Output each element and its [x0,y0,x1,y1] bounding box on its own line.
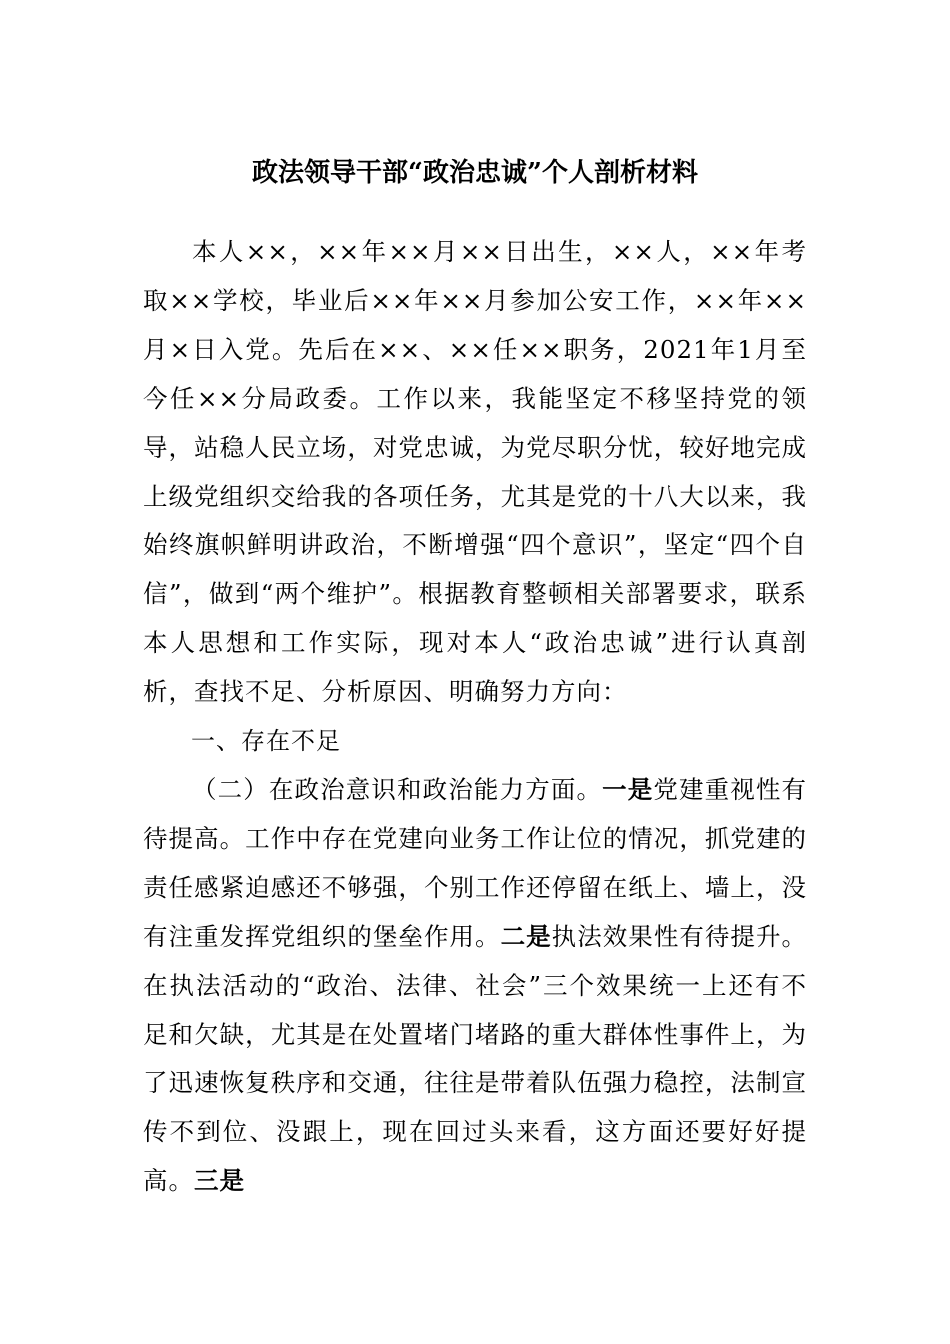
point-two-label: 二是 [500,921,552,951]
point-one-label: 一是 [602,774,654,804]
document-title: 政法领导干部“政治忠诚”个人剖析材料 [252,158,698,188]
intro-paragraph: 本人××，××年××月××日出生，××人，××年考取××学校，毕业后××年××月参加公安工作，××年××月×日入党。先后在××、××任××职务，2021年1月至今任××分局政委。工作以来，我能坚定不移坚持党的领导，站稳人民立场，对党忠诚，为党尽职分忧，较好地完成上级党组织交给我的各项任务，尤其是党的十八大以来，我始终旗帜鲜明讲政治，不断增强“四个意识”，坚定“四个自信”，做到“两个维护”。根据教育整顿相关部署要求，联系本人思想和工作实际，现对本人“政治忠诚”进行认真剖析，查找不足、分析原因、明确努力方向： [143,237,807,707]
point-one-text: 党建重视性有待提高。工作中存在党建向业务工作让位的情况，抓党建的责任感紧迫感还不够强，个别工作还停留在纸上、墙上，没有注重发挥党组织的堡垒作用。 [143,774,808,951]
subsection-lead: （二）在政治意识和政治能力方面。 [192,774,603,804]
document-body [143,228,807,1206]
subsection-political-awareness [143,766,807,1206]
point-two-text: 执法效果性有待提升。在执法活动的“政治、法律、社会”三个效果统一上还有不足和欠缺，尤其是在处置堵门堵路的重大群体性事件上，为了迅速恢复秩序和交通，往往是带着队伍强力稳控，法制宣传不到位、没跟上，现在回过头来看，这方面还要好好提高。 [143,921,808,1196]
section-heading-shortcomings: 一、存在不足 [191,727,341,756]
point-three-label: 三是 [194,1166,245,1196]
